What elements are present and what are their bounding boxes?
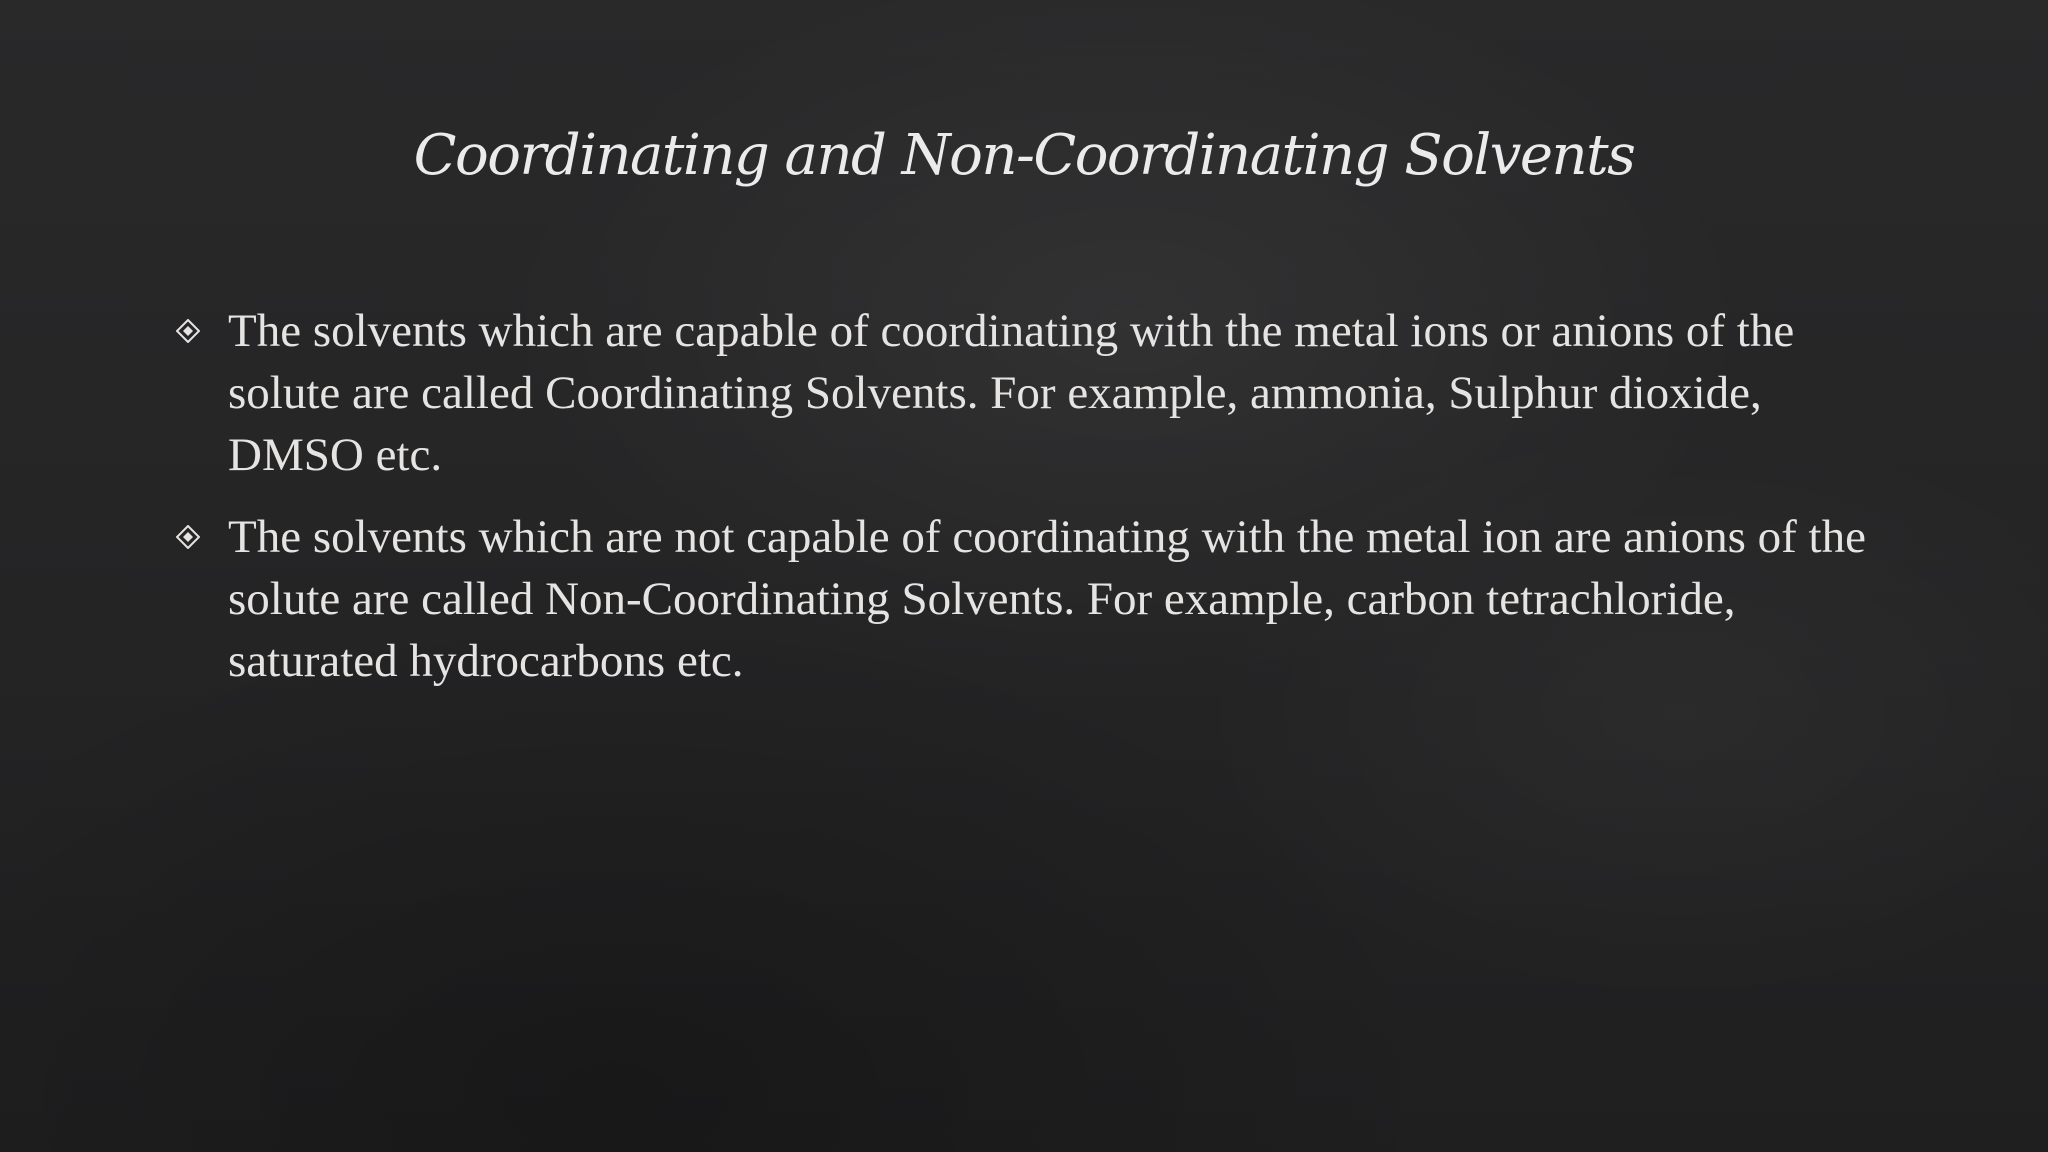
bullet-list xyxy=(176,300,1876,712)
bullet-item xyxy=(176,506,1876,692)
diamond-bullet-icon xyxy=(176,525,200,549)
bullet-item xyxy=(176,300,1876,486)
diamond-bullet-icon xyxy=(176,319,200,343)
bullet-text: The solvents which are capable of coordinating with the metal ions or anions of the solute are called Coordinating Solvents. For example, ammonia, Sulphur dioxide, DMSO etc. xyxy=(228,305,1795,481)
slide-title: Coordinating and Non-Coordinating Solvents xyxy=(413,123,1635,188)
bullet-text: The solvents which are not capable of coordinating with the metal ion are anions of the solute are called Non-Coordinating Solvents. For example, carbon tetrachloride, saturated hydrocarbons etc. xyxy=(228,511,1866,687)
